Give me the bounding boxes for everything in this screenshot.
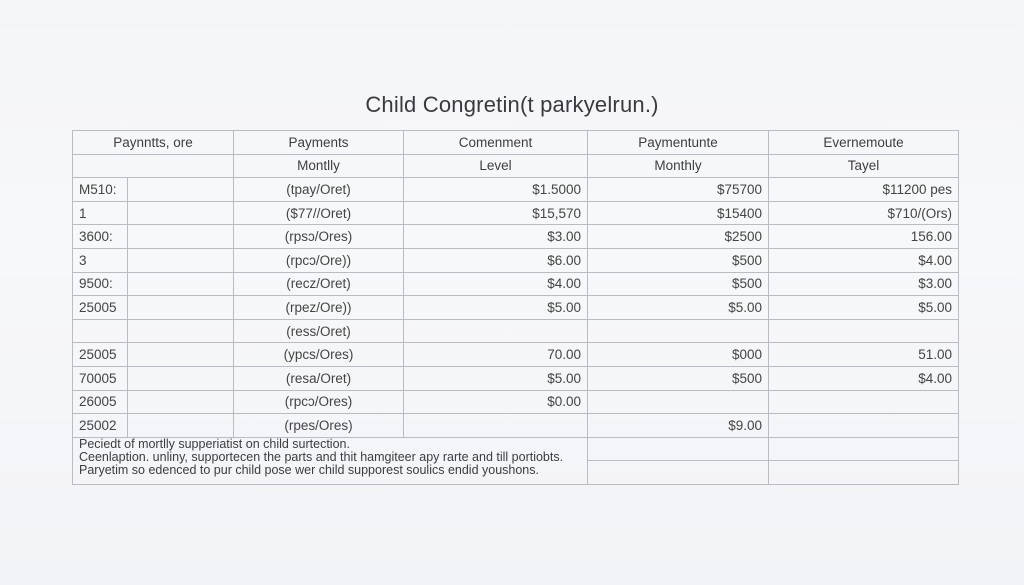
table-cell: [128, 178, 234, 202]
table-cell: [128, 225, 234, 249]
table-cell: (tpay/Oret): [234, 178, 404, 202]
table-row: [73, 366, 959, 390]
table-cell: (rpcɔ/Ore)): [234, 248, 404, 272]
table-cell: $3.00: [769, 272, 959, 296]
table-cell: 25005: [73, 343, 128, 367]
table-cell: $500: [588, 272, 769, 296]
table-row: [73, 248, 959, 272]
empty-cell: [588, 461, 769, 485]
note-line: Paryetim so edenced to pur child pose wer child supporest soulics endid youshons.: [79, 462, 539, 477]
table-row: [73, 319, 959, 343]
table-row: [73, 414, 959, 438]
table-cell: $5.00: [769, 296, 959, 320]
notes-row: [73, 437, 959, 461]
table-cell: [128, 296, 234, 320]
table-row: [73, 296, 959, 320]
header-cell: Paynntts, ore: [73, 131, 234, 155]
table-cell: $2500: [588, 225, 769, 249]
table-header-row: [73, 131, 959, 155]
table-cell: $15,570: [404, 201, 588, 225]
table-subheader-row: [73, 154, 959, 178]
table-cell: (rpez/Ore)): [234, 296, 404, 320]
table-cell: $3.00: [404, 225, 588, 249]
table-cell: ($77//Oret): [234, 201, 404, 225]
table-cell: $11200 pes: [769, 178, 959, 202]
table-cell: $5.00: [404, 366, 588, 390]
table-cell: (ypcs/Ores): [234, 343, 404, 367]
table-cell: [128, 201, 234, 225]
table-cell: [404, 414, 588, 438]
table-cell: [588, 390, 769, 414]
table-cell: 156.00: [769, 225, 959, 249]
table-cell: $710/(Ors): [769, 201, 959, 225]
table-cell: 1: [73, 201, 128, 225]
table-cell: [588, 319, 769, 343]
table-row: [73, 225, 959, 249]
table-cell: [128, 366, 234, 390]
note-line: Ceenlaption. unliny, supportecen the parts and thit hamgiteer apy rarte and till portiobts.: [79, 449, 564, 464]
header-cell: Paymentunte: [588, 131, 769, 155]
table-row: [73, 201, 959, 225]
table-cell: 3: [73, 248, 128, 272]
table-cell: $4.00: [769, 366, 959, 390]
header-cell: Montlly: [234, 154, 404, 178]
table-cell: $5.00: [588, 296, 769, 320]
table-row: [73, 178, 959, 202]
table-cell: [769, 319, 959, 343]
table-cell: [769, 414, 959, 438]
table-cell: 9500:: [73, 272, 128, 296]
empty-cell: [769, 461, 959, 485]
table-cell: $000: [588, 343, 769, 367]
table-cell: (resa/Oret): [234, 366, 404, 390]
table-cell: [769, 390, 959, 414]
header-cell: Level: [404, 154, 588, 178]
empty-cell: [588, 437, 769, 461]
note-line: Peciedt of mortlly supperiatist on child surtection.: [79, 437, 350, 451]
table-cell: 70.00: [404, 343, 588, 367]
table-cell: 70005: [73, 366, 128, 390]
table-cell: [73, 319, 128, 343]
table-cell: 51.00: [769, 343, 959, 367]
table-cell: (rpcɔ/Ores): [234, 390, 404, 414]
table-cell: (rpes/Ores): [234, 414, 404, 438]
table-cell: 25005: [73, 296, 128, 320]
payments-table: [72, 130, 959, 485]
header-cell: [73, 154, 234, 178]
header-cell: Monthly: [588, 154, 769, 178]
table-cell: $15400: [588, 201, 769, 225]
table-cell: (rpsɔ/Ores): [234, 225, 404, 249]
table-cell: [128, 319, 234, 343]
table-cell: $500: [588, 366, 769, 390]
table-cell: (recz/Oret): [234, 272, 404, 296]
table-cell: $6.00: [404, 248, 588, 272]
table-row: [73, 390, 959, 414]
table-cell: M510:: [73, 178, 128, 202]
table-cell: $4.00: [769, 248, 959, 272]
table-cell: [128, 414, 234, 438]
table-row: [73, 272, 959, 296]
table-cell: [128, 343, 234, 367]
table-row: [73, 343, 959, 367]
table-cell: $9.00: [588, 414, 769, 438]
header-cell: Tayel: [769, 154, 959, 178]
header-cell: Payments: [234, 131, 404, 155]
table-cell: 26005: [73, 390, 128, 414]
table-cell: $500: [588, 248, 769, 272]
table-cell: 25002: [73, 414, 128, 438]
notes-cell: [73, 437, 588, 484]
table-cell: 3600:: [73, 225, 128, 249]
table-cell: $5.00: [404, 296, 588, 320]
header-cell: Evernemoute: [769, 131, 959, 155]
table-cell: [404, 319, 588, 343]
table-cell: [128, 390, 234, 414]
table-cell: $4.00: [404, 272, 588, 296]
empty-cell: [769, 437, 959, 461]
table-cell: $1.5000: [404, 178, 588, 202]
table-body: [73, 178, 959, 438]
table-cell: (ress/Oret): [234, 319, 404, 343]
header-cell: Comenment: [404, 131, 588, 155]
document-title: Child Congretin(t parkyelrun.): [365, 92, 659, 117]
table-cell: [128, 272, 234, 296]
table-cell: $75700: [588, 178, 769, 202]
table-cell: [128, 248, 234, 272]
table-cell: $0.00: [404, 390, 588, 414]
